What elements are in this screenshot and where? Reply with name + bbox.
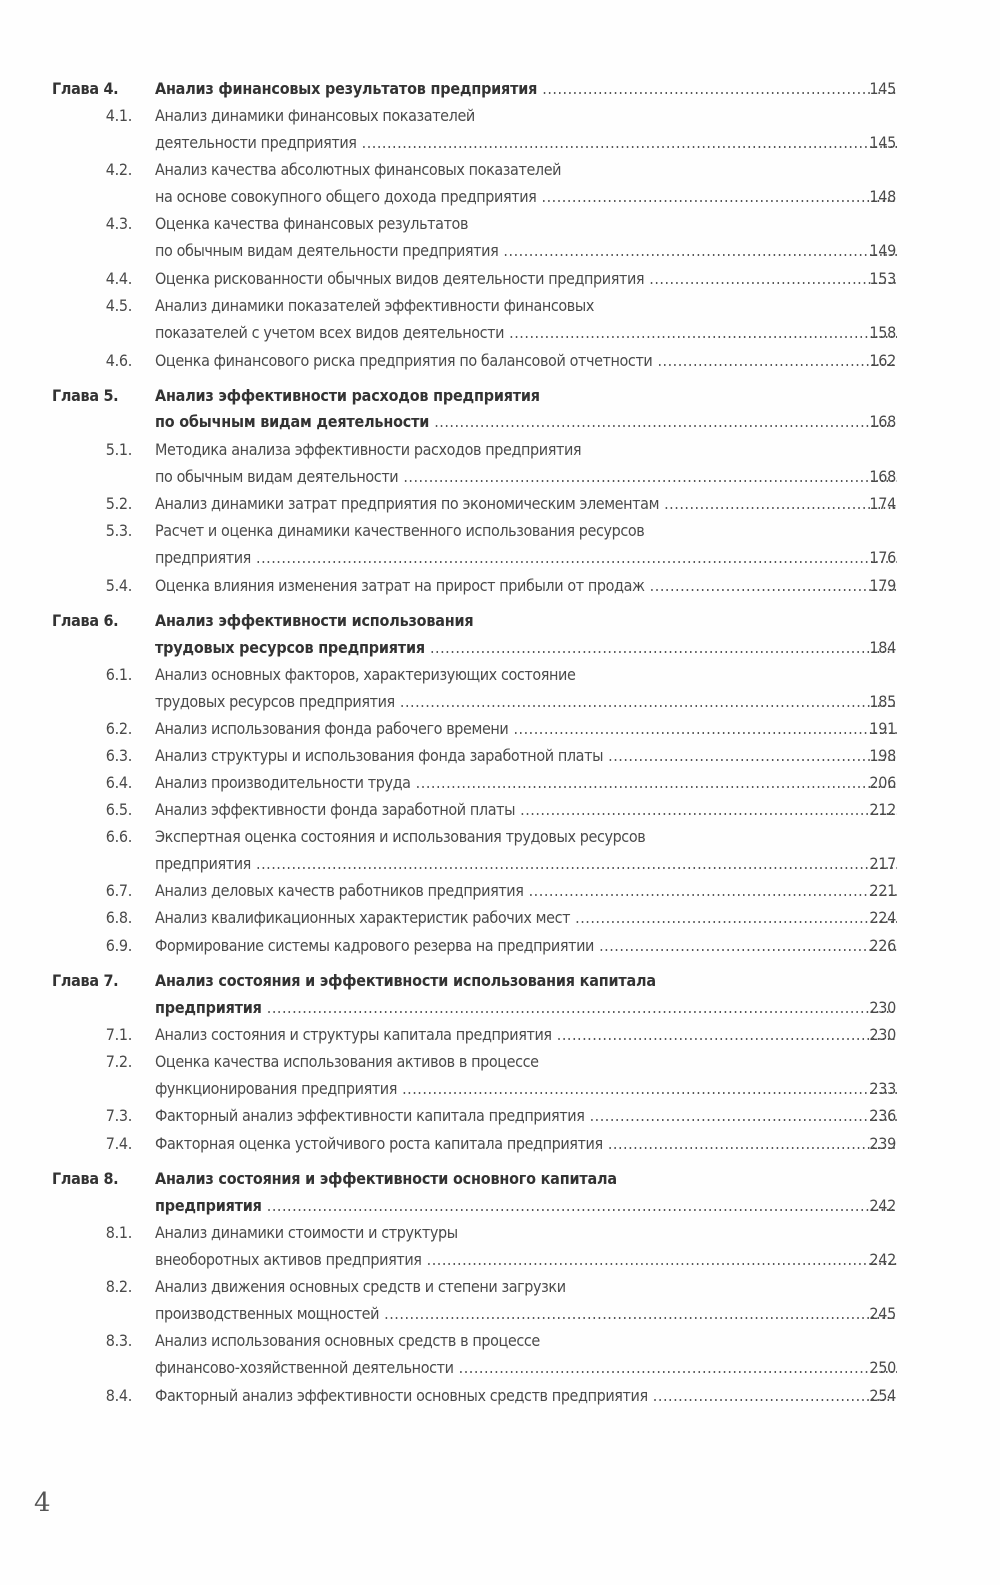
- page-folio: 4: [34, 1488, 51, 1518]
- toc-section-entry[interactable]: [0, 905, 1000, 931]
- entry-title: функционирования предприятия .....: [155, 1076, 897, 1102]
- entry-number: 6.3.: [105, 746, 132, 765]
- entry-title: трудовых ресурсов предприятия .....: [155, 635, 897, 661]
- toc-section-entry[interactable]: [0, 437, 1000, 463]
- entry-page-number: 168: [869, 412, 896, 431]
- toc-chapter-entry[interactable]: [0, 608, 1000, 634]
- entry-title: Анализ динамики показателей эффективности финансовых: [155, 296, 594, 315]
- entry-page-number: 217: [869, 854, 896, 873]
- entry-page-number: 153: [869, 269, 896, 288]
- toc-section-entry[interactable]: [0, 1383, 1000, 1409]
- toc-section-entry[interactable]: [0, 851, 1000, 877]
- entry-page-number: 149: [869, 241, 896, 260]
- entry-number: 5.1.: [105, 440, 132, 459]
- entry-number: 6.6.: [105, 827, 132, 846]
- entry-title: по обычным видам деятельности предприятия .....: [155, 238, 897, 264]
- entry-page-number: 176: [869, 548, 896, 567]
- entry-number: 4.3.: [105, 214, 132, 233]
- entry-title: на основе совокупного общего дохода предприятия .....: [155, 184, 897, 210]
- toc-section-entry[interactable]: [0, 1076, 1000, 1102]
- toc-section-entry[interactable]: [0, 1049, 1000, 1075]
- entry-title: Факторный анализ эффективности капитала предприятия .....: [155, 1103, 897, 1129]
- entry-title: Анализ движения основных средств и степени загрузки: [155, 1277, 566, 1296]
- entry-title: Анализ состояния и структуры капитала предприятия .....: [155, 1022, 897, 1048]
- toc-section-entry[interactable]: [0, 1247, 1000, 1273]
- entry-number: 7.1.: [105, 1025, 132, 1044]
- entry-number: 8.3.: [105, 1331, 132, 1350]
- toc-section-entry[interactable]: [0, 266, 1000, 292]
- toc-section-entry[interactable]: [0, 797, 1000, 823]
- entry-title: Анализ использования основных средств в процессе: [155, 1331, 540, 1350]
- entry-title: Анализ финансовых результатов предприятия .....: [155, 76, 897, 102]
- entry-page-number: 242: [869, 1196, 896, 1215]
- toc-section-entry[interactable]: [0, 1220, 1000, 1246]
- entry-page-number: 198: [869, 746, 896, 765]
- entry-page-number: 245: [869, 1304, 896, 1323]
- entry-number: 8.4.: [105, 1386, 132, 1405]
- entry-number: 5.3.: [105, 521, 132, 540]
- entry-title: Оценка финансового риска предприятия по балансовой отчетности .....: [155, 348, 897, 374]
- toc-section-entry[interactable]: [0, 1301, 1000, 1327]
- entry-number: 4.5.: [105, 296, 132, 315]
- entry-title: Факторный анализ эффективности основных средств предприятия .....: [155, 1383, 897, 1409]
- entry-title: Факторная оценка устойчивого роста капитала предприятия .....: [155, 1131, 897, 1157]
- entry-title: Анализ динамики затрат предприятия по экономическим элементам .....: [155, 491, 897, 517]
- entry-title: Анализ использования фонда рабочего времени .....: [155, 716, 897, 742]
- entry-title: предприятия .....: [155, 995, 897, 1021]
- entry-page-number: 230: [869, 998, 896, 1017]
- entry-title: Расчет и оценка динамики качественного использования ресурсов: [155, 521, 645, 540]
- toc-section-entry[interactable]: [0, 211, 1000, 237]
- entry-title: предприятия .....: [155, 545, 897, 571]
- toc-section-entry[interactable]: [0, 1355, 1000, 1381]
- entry-title: показателей с учетом всех видов деятельности .....: [155, 320, 897, 346]
- toc-section-entry[interactable]: [0, 1131, 1000, 1157]
- entry-title: Анализ структуры и использования фонда заработной платы .....: [155, 743, 897, 769]
- toc-section-entry[interactable]: [0, 293, 1000, 319]
- entry-page-number: 254: [869, 1386, 896, 1405]
- entry-page-number: 224: [869, 908, 896, 927]
- entry-page-number: 158: [869, 323, 896, 342]
- toc-section-entry[interactable]: [0, 491, 1000, 517]
- entry-page-number: 206: [869, 773, 896, 792]
- entry-title: Формирование системы кадрового резерва на предприятии .....: [155, 933, 897, 959]
- toc-section-entry[interactable]: [0, 716, 1000, 742]
- entry-page-number: 185: [869, 692, 896, 711]
- entry-number: 7.4.: [105, 1134, 132, 1153]
- entry-number: 8.2.: [105, 1277, 132, 1296]
- toc-chapter-entry[interactable]: [0, 1166, 1000, 1192]
- entry-number: 5.4.: [105, 576, 132, 595]
- entry-title: предприятия .....: [155, 1193, 897, 1219]
- entry-page-number: 250: [869, 1358, 896, 1377]
- entry-page-number: 168: [869, 467, 896, 486]
- entry-number: 4.2.: [105, 160, 132, 179]
- toc-chapter-entry[interactable]: [0, 409, 1000, 435]
- toc-section-entry[interactable]: [0, 157, 1000, 183]
- entry-title: Анализ эффективности использования: [155, 611, 474, 630]
- entry-title: деятельности предприятия .....: [155, 130, 897, 156]
- entry-title: Анализ производительности труда .....: [155, 770, 897, 796]
- toc-section-entry[interactable]: [0, 1022, 1000, 1048]
- entry-number: 6.8.: [105, 908, 132, 927]
- entry-title: Анализ эффективности фонда заработной платы .....: [155, 797, 897, 823]
- entry-page-number: 236: [869, 1106, 896, 1125]
- entry-page-number: 212: [869, 800, 896, 819]
- entry-title: по обычным видам деятельности .....: [155, 464, 897, 490]
- entry-page-number: 226: [869, 936, 896, 955]
- entry-title: Анализ динамики стоимости и структуры: [155, 1223, 458, 1242]
- entry-page-number: 145: [869, 133, 896, 152]
- toc-chapter-entry[interactable]: [0, 635, 1000, 661]
- entry-number: 4.4.: [105, 269, 132, 288]
- entry-title: Анализ состояния и эффективности основного капитала: [155, 1169, 617, 1188]
- toc-section-entry[interactable]: [0, 824, 1000, 850]
- toc-chapter-entry[interactable]: [0, 76, 1000, 102]
- toc-section-entry[interactable]: [0, 518, 1000, 544]
- entry-title: Анализ деловых качеств работников предприятия .....: [155, 878, 897, 904]
- entry-page-number: 145: [869, 79, 896, 98]
- toc-section-entry[interactable]: [0, 770, 1000, 796]
- entry-number: Глава 8.: [52, 1169, 119, 1188]
- entry-number: 6.5.: [105, 800, 132, 819]
- toc-section-entry[interactable]: [0, 348, 1000, 374]
- entry-page-number: 221: [869, 881, 896, 900]
- toc-section-entry[interactable]: [0, 689, 1000, 715]
- entry-number: 4.1.: [105, 106, 132, 125]
- entry-page-number: 230: [869, 1025, 896, 1044]
- entry-title: Оценка качества финансовых результатов: [155, 214, 469, 233]
- entry-number: 7.2.: [105, 1052, 132, 1071]
- toc-chapter-entry[interactable]: [0, 383, 1000, 409]
- entry-number: Глава 5.: [52, 386, 119, 405]
- entry-page-number: 148: [869, 187, 896, 206]
- entry-title: предприятия .....: [155, 851, 897, 877]
- entry-title: Анализ основных факторов, характеризующих состояние: [155, 665, 576, 684]
- toc-section-entry[interactable]: [0, 130, 1000, 156]
- entry-number: Глава 4.: [52, 79, 119, 98]
- toc-section-entry[interactable]: [0, 320, 1000, 346]
- entry-number: 6.2.: [105, 719, 132, 738]
- entry-title: Анализ квалификационных характеристик рабочих мест .....: [155, 905, 897, 931]
- toc-section-entry[interactable]: [0, 238, 1000, 264]
- toc-section-entry[interactable]: [0, 464, 1000, 490]
- toc-chapter-entry[interactable]: [0, 995, 1000, 1021]
- entry-page-number: 191: [869, 719, 896, 738]
- entry-title: Оценка качества использования активов в процессе: [155, 1052, 539, 1071]
- entry-title: производственных мощностей .....: [155, 1301, 897, 1327]
- toc-section-entry[interactable]: [0, 1103, 1000, 1129]
- toc-section-entry[interactable]: [0, 1328, 1000, 1354]
- toc-chapter-entry[interactable]: [0, 968, 1000, 994]
- entry-title: трудовых ресурсов предприятия .....: [155, 689, 897, 715]
- toc-section-entry[interactable]: [0, 743, 1000, 769]
- entry-number: 6.4.: [105, 773, 132, 792]
- entry-page-number: 239: [869, 1134, 896, 1153]
- entry-title: Анализ динамики финансовых показателей: [155, 106, 475, 125]
- entry-title: Анализ эффективности расходов предприятия: [155, 386, 540, 405]
- toc-section-entry[interactable]: [0, 662, 1000, 688]
- toc-section-entry[interactable]: [0, 878, 1000, 904]
- toc-section-entry[interactable]: [0, 545, 1000, 571]
- entry-number: 6.7.: [105, 881, 132, 900]
- entry-number: 6.1.: [105, 665, 132, 684]
- entry-number: 7.3.: [105, 1106, 132, 1125]
- entry-number: 5.2.: [105, 494, 132, 513]
- entry-page-number: 179: [869, 576, 896, 595]
- entry-page-number: 233: [869, 1079, 896, 1098]
- entry-title: финансово-хозяйственной деятельности .....: [155, 1355, 897, 1381]
- entry-title: по обычным видам деятельности .....: [155, 409, 897, 435]
- entry-title: Оценка рискованности обычных видов деятельности предприятия .....: [155, 266, 897, 292]
- toc-section-entry[interactable]: [0, 933, 1000, 959]
- entry-number: 4.6.: [105, 351, 132, 370]
- entry-number: Глава 7.: [52, 971, 119, 990]
- entry-title: Оценка влияния изменения затрат на прирост прибыли от продаж .....: [155, 573, 897, 599]
- toc-section-entry[interactable]: [0, 184, 1000, 210]
- toc-chapter-entry[interactable]: [0, 1193, 1000, 1219]
- entry-page-number: 162: [869, 351, 896, 370]
- toc-section-entry[interactable]: [0, 103, 1000, 129]
- entry-page-number: 174: [869, 494, 896, 513]
- entry-number: 6.9.: [105, 936, 132, 955]
- entry-title: Анализ состояния и эффективности использования капитала: [155, 971, 656, 990]
- entry-title: Анализ качества абсолютных финансовых показателей: [155, 160, 562, 179]
- entry-number: 8.1.: [105, 1223, 132, 1242]
- entry-number: Глава 6.: [52, 611, 119, 630]
- entry-title: Методика анализа эффективности расходов предприятия: [155, 440, 582, 459]
- entry-title: Экспертная оценка состояния и использования трудовых ресурсов: [155, 827, 646, 846]
- entry-title: внеоборотных активов предприятия .....: [155, 1247, 897, 1273]
- toc-section-entry[interactable]: [0, 573, 1000, 599]
- entry-page-number: 184: [869, 638, 896, 657]
- toc-section-entry[interactable]: [0, 1274, 1000, 1300]
- entry-page-number: 242: [869, 1250, 896, 1269]
